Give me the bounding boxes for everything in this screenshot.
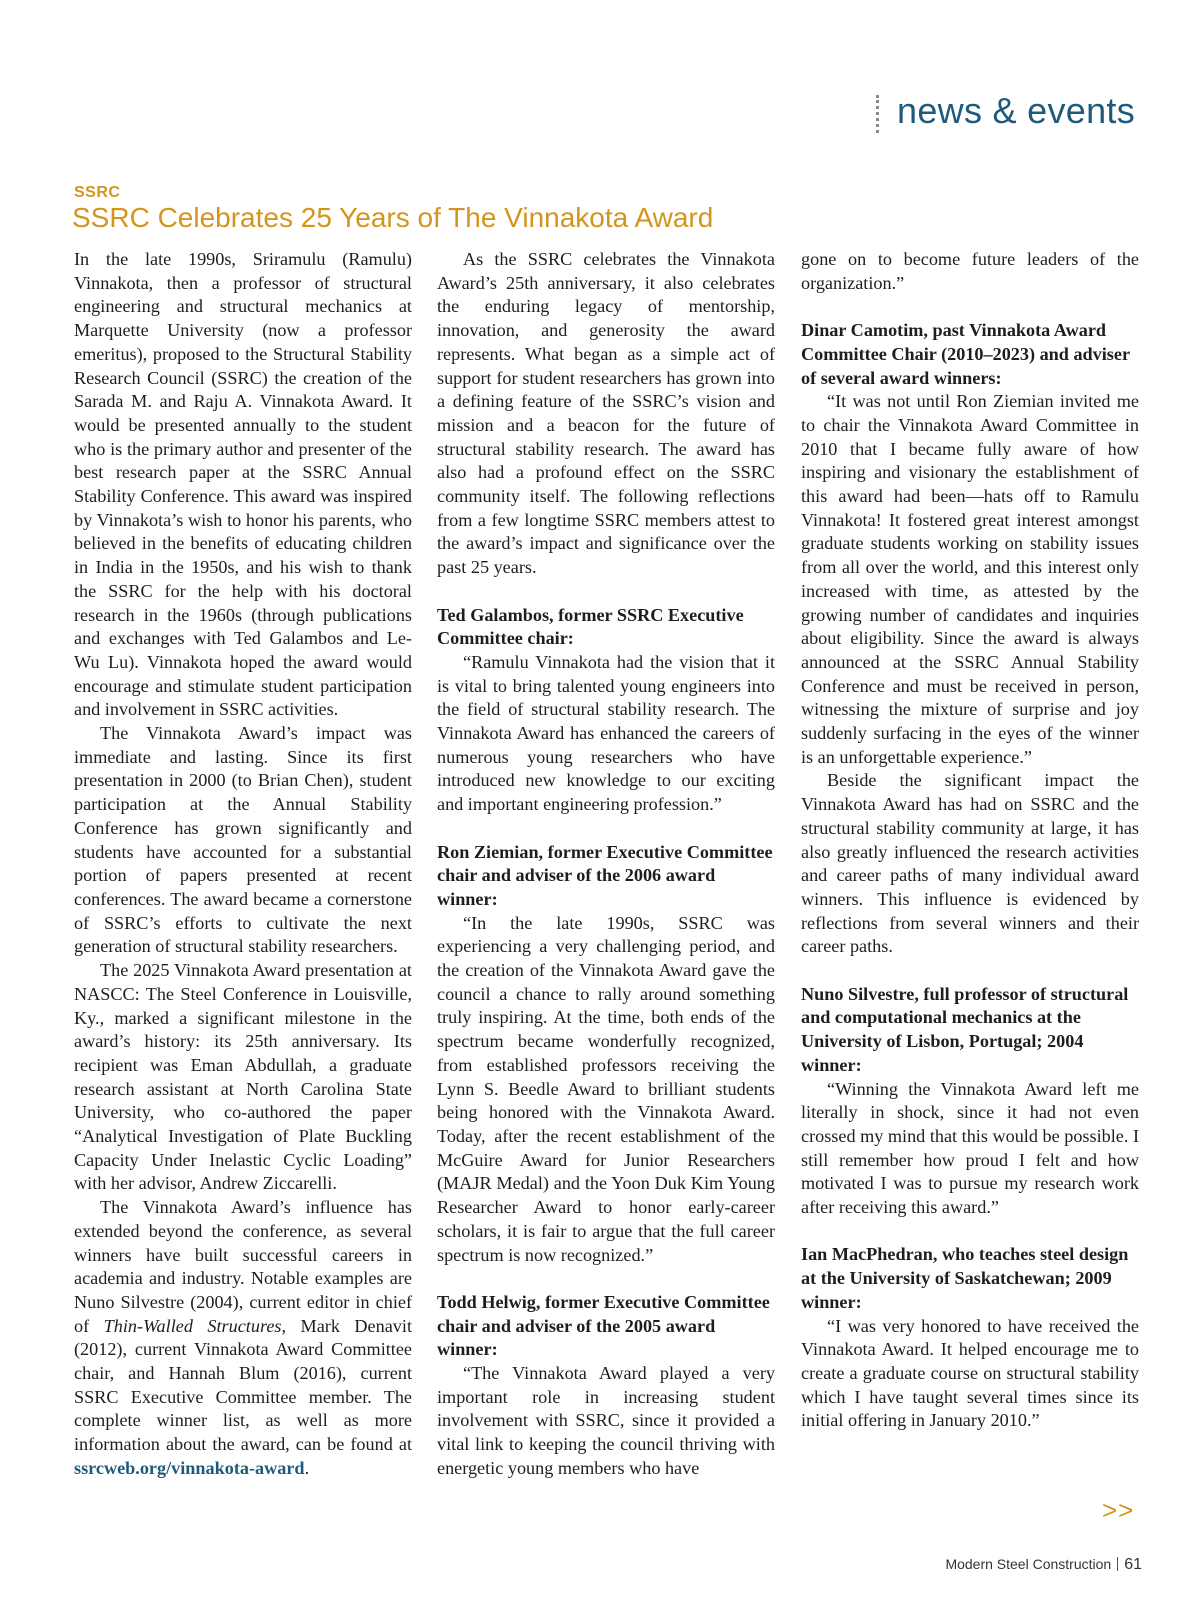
award-link[interactable]: ssrcweb.org/vinnakota-award: [74, 1457, 305, 1478]
quote-attribution: Dinar Camotim, past Vinnakota Award Committee Chair (2010–2023) and adviser of several award winners:: [801, 320, 1130, 388]
paragraph: As the SSRC celebrates the Vinnakota Award’s 25th anniversary, it also celebrates the enduring legacy of mentorship, innovation, and generosity the award represents. What began as a simple act of support for student researchers has grown into a defining feature of the SSRC’s vision and mission and a beacon for the future of structural stability research. The award has also had a profound effect on the SSRC community itself. The following reflections from a few longtime SSRC members attest to the award’s impact and significance over the past 25 years.: [437, 249, 775, 578]
page-footer: [945, 1556, 1142, 1574]
header-dotted-divider: [876, 95, 883, 133]
quote-continued: gone on to become future leaders of the organization.”: [801, 249, 1139, 293]
quote-attribution: Nuno Silvestre, full professor of structural and computational mechanics at the University of Lisbon, Portugal; 2004 winner:: [801, 983, 1129, 1075]
quote-attribution: Ian MacPhedran, who teaches steel design at the University of Saskatchewan; 2009 winner:: [801, 1244, 1129, 1312]
quote-attribution: Ted Galambos, former SSRC Executive Committee chair:: [437, 604, 744, 649]
quote: “I was very honored to have received the Vinnakota Award. It helped encourage me to create a graduate course on structural stability which I have taught several times since its initial offering in January 2010.”: [801, 1315, 1139, 1431]
quote: “The Vinnakota Award played a very important role in increasing student involvement with SSRC, since it provided a vital link to keeping the council thriving with energetic young members who have: [437, 1363, 775, 1478]
paragraph: The 2025 Vinnakota Award presentation at NASCC: The Steel Conference in Louisville, Ky., marked a significant milestone in the award’s history: its 25th anniversary. Its recipient was Eman Abdullah, a graduate research assistant at North Carolina State University, who co-authored the paper “Analytical Investigation of Plate Buckling Capacity Under Inelastic Cyclic Loading” with her advisor, Andrew Ziccarelli.: [74, 960, 412, 1194]
footer-divider: [1117, 1557, 1118, 1571]
article-kicker: SSRC: [74, 184, 121, 201]
paragraph-text: .: [304, 1457, 310, 1478]
page-number: 61: [1124, 1556, 1142, 1573]
quote: “Winning the Vinnakota Award left me literally in shock, since it had not even crossed my mind that this would be possible. I still remember how proud I felt and how motivated I was to pursue my research work after receiving this award.”: [801, 1078, 1139, 1218]
section-header: news & events: [897, 90, 1136, 131]
paragraph: The Vinnakota Award’s impact was immediate and lasting. Since its first presentation in 2000 (to Brian Chen), student participation at the Annual Stability Conference has grown significantly and students have accounted for a substantial portion of papers presented at recent conferences. The award became a cornerstone of SSRC’s efforts to cultivate the next generation of structural stability researchers.: [74, 723, 412, 957]
paragraph: Beside the significant impact the Vinnakota Award has had on SSRC and the structural stability community at large, it has also greatly influenced the research activities and career paths of many individual award winners. This influence is evidenced by reflections from several winners and their career paths.: [801, 770, 1139, 957]
paragraph-text: The Vinnakota Award’s influence has extended beyond the conference, as several winners have built successful careers in academia and industry. Notable examples are Nuno Silvestre (2004), current editor in chief of: [74, 1197, 412, 1336]
article-column-1: [74, 248, 412, 1481]
journal-title: Thin-Walled Structures: [103, 1315, 282, 1336]
quote: “It was not until Ron Ziemian invited me to chair the Vinnakota Award Committee in 2010 that I became fully aware of how inspiring and visionary the establishment of this award had been—hats off to Ramulu Vinnakota! It fostered great interest amongst graduate students working on stability issues from all over the world, and this interest only increased with time, as attested by the growing number of candidates and inquiries about eligibility. Since the award is always announced at the SSRC Annual Stability Conference and must be received in person, witnessing the mixture of surprise and joy suddenly surfacing in the eyes of the winner is an unforgettable experience.”: [801, 391, 1139, 767]
paragraph: [74, 1196, 412, 1480]
article-column-3: [801, 248, 1139, 1433]
quote-attribution: Todd Helwig, former Executive Committee chair and adviser of the 2005 award winner:: [437, 1291, 770, 1360]
paragraph-text: , Mark Denavit (2012), current Vinnakota Award Committee chair, and Hannah Blum (2016), current SSRC Executive Committee member. The complete winner list, as well as more information about the award, can be found at: [74, 1315, 412, 1455]
publication-name: Modern Steel Construction: [945, 1556, 1112, 1572]
article-title: SSRC Celebrates 25 Years of The Vinnakota Award: [72, 202, 714, 233]
paragraph: In the late 1990s, Sriramulu (Ramulu) Vinnakota, then a professor of structural engineering and structural mechanics at Marquette University (now a professor emeritus), proposed to the Structural Stability Research Council (SSRC) the creation of the Sarada M. and Raju A. Vinnakota Award. It would be presented annually to the student who is the primary author and presenter of the best research paper at the SSRC Annual Stability Conference. This award was inspired by Vinnakota’s wish to honor his parents, who believed in the benefits of educating children in India in the 1950s, and his wish to thank the SSRC for the help with his doctoral research in the 1960s (through publications and exchanges with Ted Galambos and Le-Wu Lu). Vinnakota hoped the award would encourage and stimulate student participation and involvement in SSRC activities.: [74, 249, 412, 720]
quote-attribution: Ron Ziemian, former Executive Committee chair and adviser of the 2006 award winner:: [437, 841, 773, 909]
quote: “In the late 1990s, SSRC was experiencing a very challenging period, and the creation of the Vinnakota Award gave the council a chance to rally around something truly inspiring. At the time, both ends of the spectrum became wonderfully recognized, from established professors receiving the Lynn S. Beedle Award to brilliant students being honored with the Vinnakota Award. Today, after the recent establishment of the McGuire Award for Junior Researchers (MAJR Medal) and the Yoon Duk Kim Young Researcher Award to honor early-career scholars, it is fair to argue that the full career spectrum is now recognized.”: [437, 912, 775, 1265]
quote: “Ramulu Vinnakota had the vision that it is vital to bring talented young engineers into the field of structural stability research. The Vinnakota Award has enhanced the careers of numerous young researchers who have introduced new knowledge to our exciting and important engineering profession.”: [437, 651, 775, 815]
article-column-2: [437, 248, 775, 1481]
continue-arrow-icon: >>: [1102, 1495, 1135, 1525]
